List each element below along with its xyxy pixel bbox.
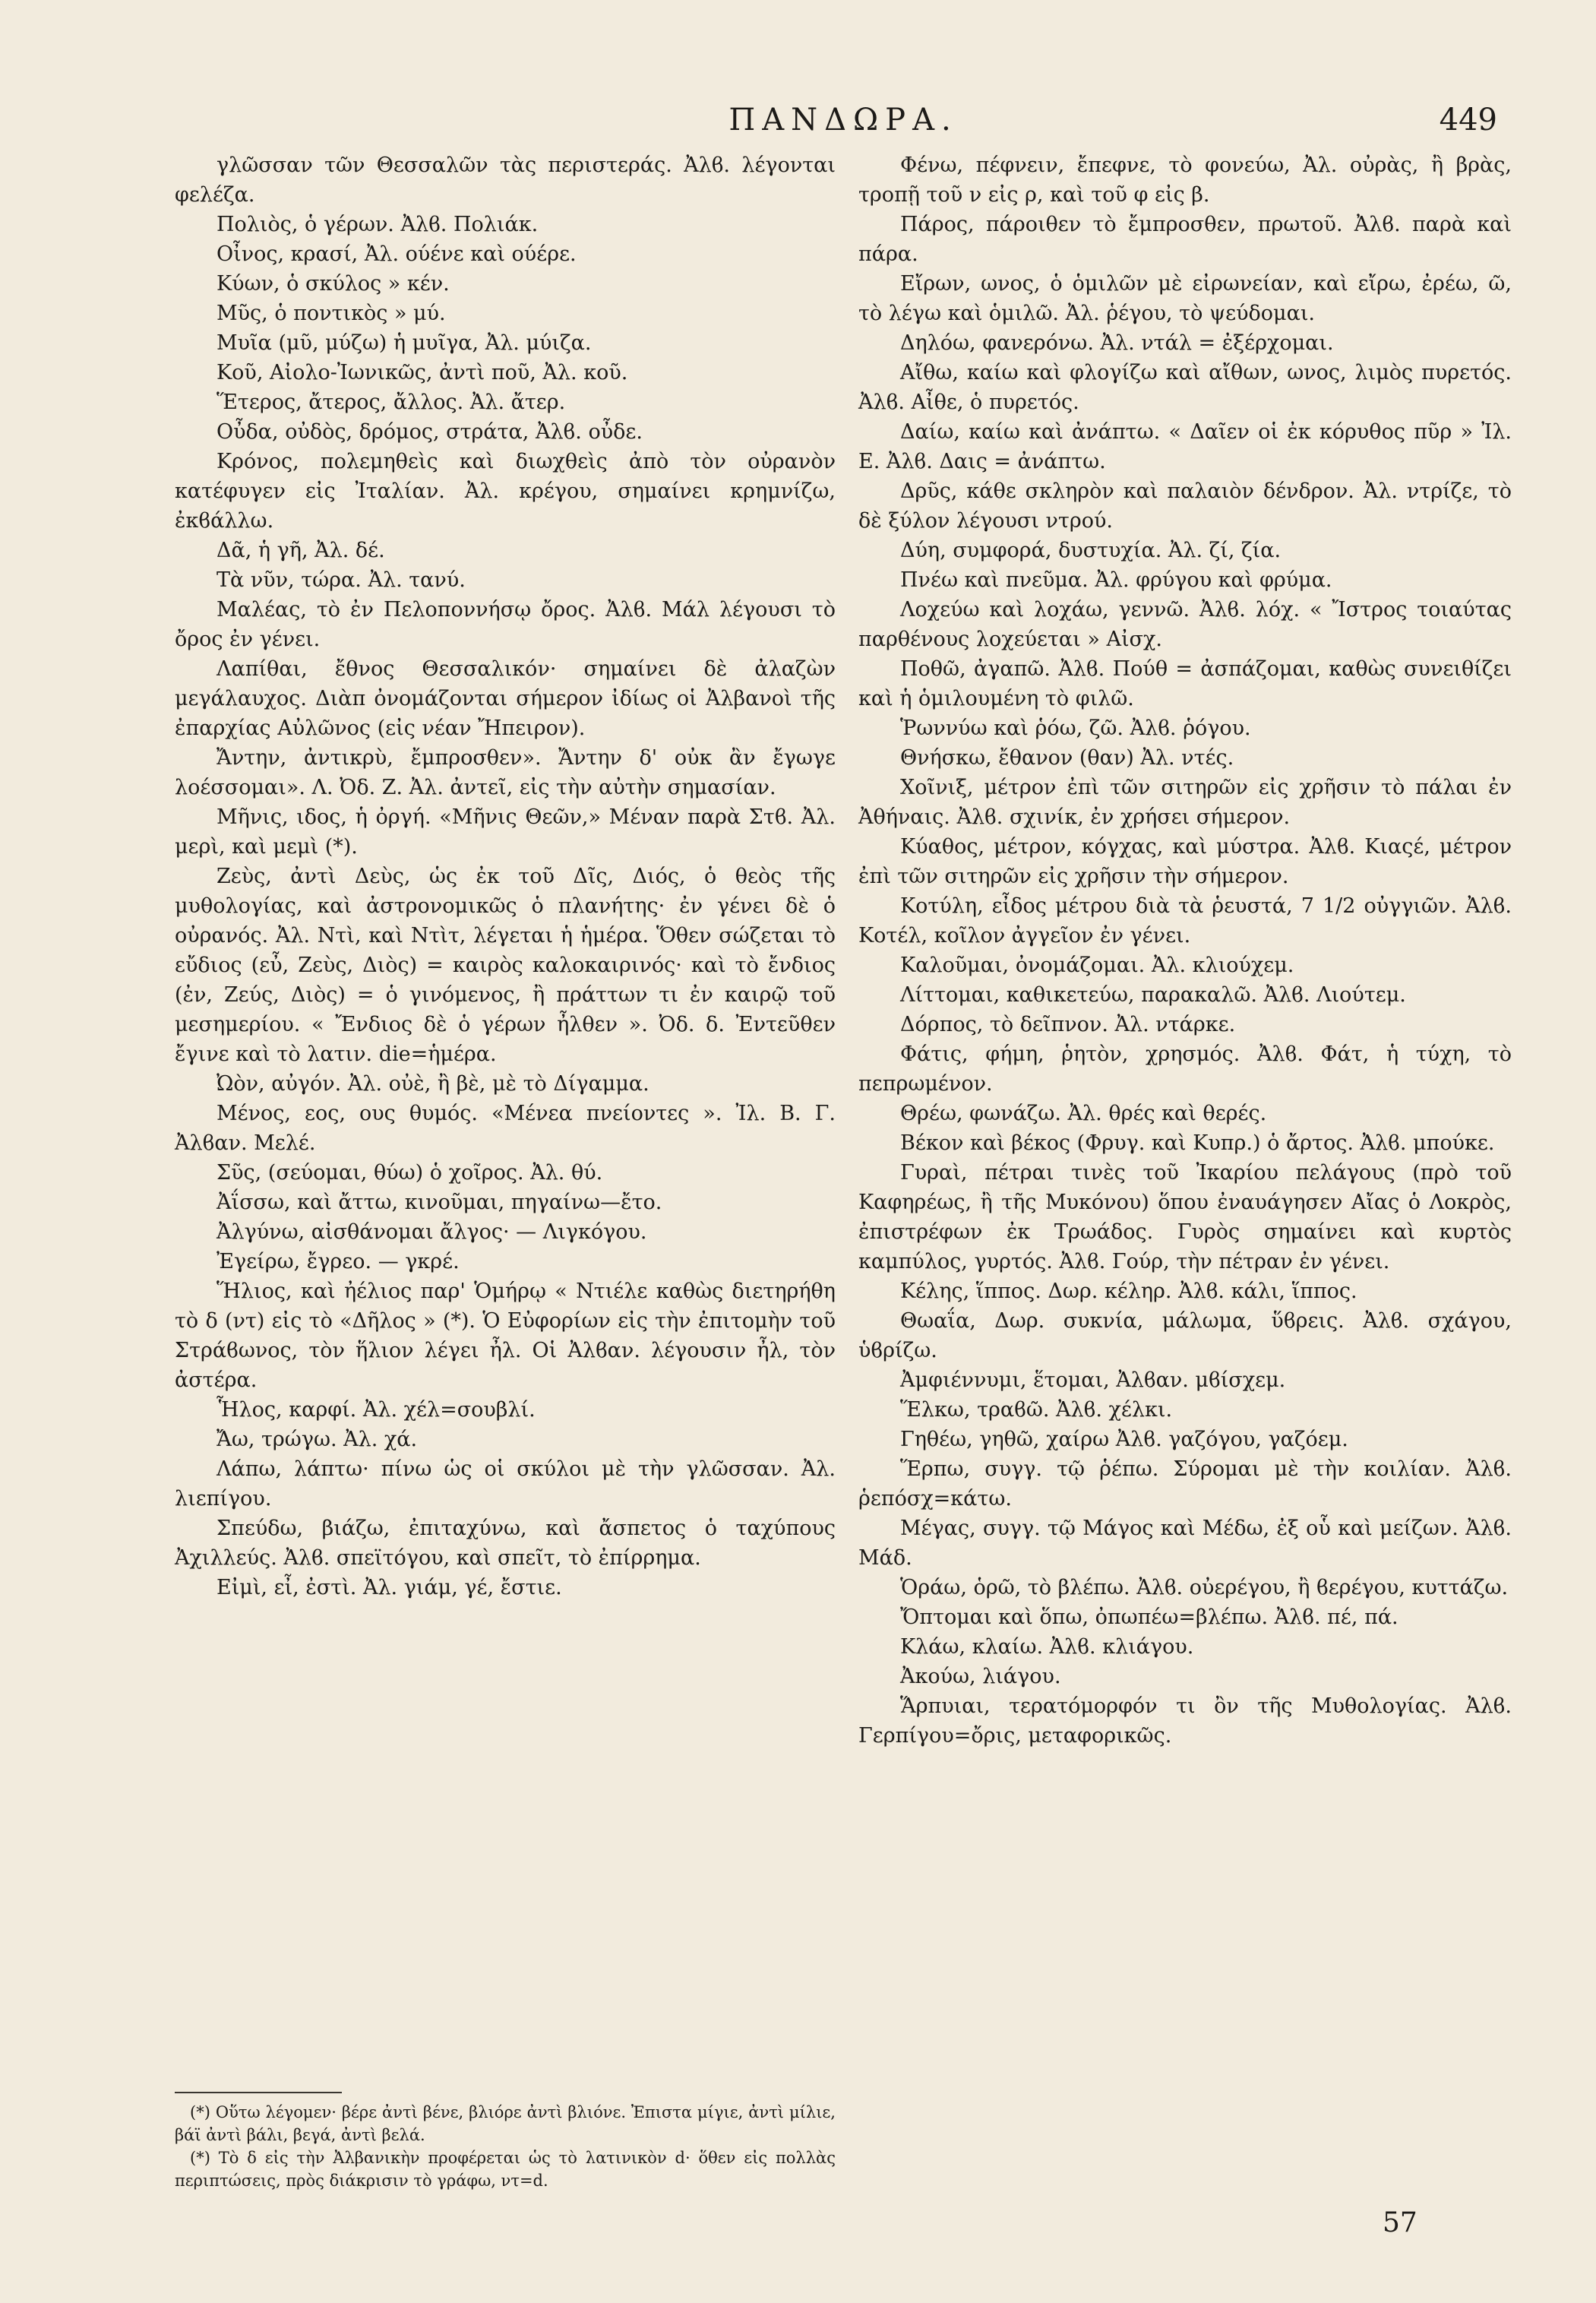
dictionary-entry: Λοχεύω καὶ λοχάω, γεννῶ. Ἀλϐ. λόχ. « Ἴστρος τοιαύτας παρθένους λοχεύεται » Αἰσχ. <box>858 598 1512 651</box>
left-column <box>175 150 836 1602</box>
dictionary-entry: Μῦς, ὁ ποντικὸς » μύ. <box>216 302 446 325</box>
dictionary-entry: Μέγας, συγγ. τῷ Μάγος καὶ Μέδω, ἐξ οὗ καὶ μείζων. Ἀλϐ. Μάδ. <box>858 1517 1512 1570</box>
dictionary-entry: Λάπω, λάπτω· πίνω ὡς οἱ σκύλοι μὲ τὴν γλῶσσαν. Ἀλ. λιεπίγου. <box>175 1457 836 1511</box>
dictionary-entry: Ζεὺς, ἀντὶ Δεὺς, ὡς ἐκ τοῦ Δῖς, Διός, ὁ θεὸς τῆς μυθολογίας, καὶ ἀστρονομικῶς ὁ πλανήτης· ἐν γένει δὲ ὁ οὐρανός. Ἀλ. Ντὶ, καὶ Ντὶτ, λέγεται ἡ ἡμέρα. Ὅθεν σώζεται τὸ εὔδιος (εὖ, Ζεὺς, Διὸς) = καιρὸς καλοκαιρινός· καὶ τὸ ἔνδιος (ἐν, Ζεύς, Διὸς) = ὁ γινόμενος, ἢ πράττων τι ἐν καιρῷ τοῦ μεσημερίου. « Ἔνδιος δὲ ὁ γέρων ἦλθεν ». Ὀδ. δ. Ἐντεῦθεν ἔγινε καὶ τὸ λατιν. die=ἡμέρα. <box>175 865 836 1066</box>
dictionary-entry: Πολιὸς, ὁ γέρων. Ἀλϐ. Πολιάκ. <box>216 213 539 236</box>
dictionary-entry: Ἕλκω, τραϐῶ. Ἀλϐ. χέλκι. <box>900 1398 1173 1422</box>
dictionary-entry: Δηλόω, φανερόνω. Ἀλ. ντάλ = ἐξέρχομαι. <box>900 331 1334 355</box>
dictionary-entry: Ῥωννύω καὶ ῥόω, ζῶ. Ἀλϐ. ῥόγου. <box>900 717 1251 740</box>
footnote: (*) Οὕτω λέγομεν· βέρε ἀντὶ βένε, βλιόρε ἀντὶ βλιόνε. Ἐπιστα μίγιε, ἀντὶ μίλιε, βάϊ ἀντὶ βάλι, βεγά, ἀντὶ βελά. <box>175 2103 836 2144</box>
dictionary-entry: Δαίω, καίω καὶ ἀνάπτω. « Δαῖεν οἱ ἐκ κόρυθος πῦρ » Ἰλ. Ε. Ἀλϐ. Δαις = ἀνάπτω. <box>858 420 1512 473</box>
dictionary-entry: Κύαθος, μέτρον, κόγχας, καὶ μύστρα. Ἀλϐ. Κιαςέ, μέτρον ἐπὶ τῶν σιτηρῶν εἰς χρῆσιν τὴν σήμερον. <box>858 835 1512 888</box>
dictionary-entry: Θνήσκω, ἔθανον (θαν) Ἀλ. ντές. <box>900 746 1234 770</box>
dictionary-entry: Ἄντην, ἀντικρὺ, ἔμπροσθεν». Ἄντην δ' οὐκ ἂν ἔγωγε λοέσσομαι». Λ. Ὀδ. Ζ. Ἀλ. ἀντεῖ, εἰς τὴν αὐτὴν σημασίαν. <box>175 746 836 799</box>
dictionary-entry: Ἀΐσσω, καὶ ἄττω, κινοῦμαι, πηγαίνω—ἔτο. <box>216 1191 662 1214</box>
dictionary-entry: Ἧλος, καρφί. Ἀλ. χέλ=σουβλί. <box>216 1398 536 1422</box>
dictionary-entry: Δᾶ, ἡ γῆ, Ἀλ. δέ. <box>216 539 385 562</box>
dictionary-entry: Τὰ νῦν, τώρα. Ἀλ. τανύ. <box>216 568 466 592</box>
dictionary-entry: Χοῖνιξ, μέτρον ἐπὶ τῶν σιτηρῶν εἰς χρῆσιν τὸ πάλαι ἐν Ἀθήναις. Ἀλϐ. σχινίκ, ἐν χρήσει σήμερον. <box>858 776 1512 829</box>
dictionary-entry: Λαπίθαι, ἔθνος Θεσσαλικόν· σημαίνει δὲ ἀλαζὼν μεγάλαυχος. Διὰπ ὀνομάζονται σήμερον ἰδίως οἱ Ἀλβανοὶ τῆς ἐπαρχίας Αὐλῶνος (εἰς νέαν Ἤπειρον). <box>175 657 836 740</box>
dictionary-entry: Πνέω καὶ πνεῦμα. Ἀλ. φρύγου καὶ φρύμα. <box>900 568 1332 592</box>
footnote-rule <box>175 2092 342 2093</box>
dictionary-entry: γλῶσσαν τῶν Θεσσαλῶν τὰς περιστεράς. Ἀλϐ. λέγονται φελέζα. <box>175 153 836 207</box>
dictionary-entry: Μαλέας, τὸ ἐν Πελοποννήσῳ ὄρος. Ἀλϐ. Μάλ λέγουσι τὸ ὄρος ἐν γένει. <box>175 598 836 651</box>
dictionary-entry: Κοῦ, Αἰολο-Ἰωνικῶς, ἀντὶ ποῦ, Ἀλ. κοῦ. <box>216 361 628 384</box>
dictionary-entry: Κλάω, κλαίω. Ἀλϐ. κλιάγου. <box>900 1635 1194 1659</box>
dictionary-entry: Αἴθω, καίω καὶ φλογίζω καὶ αἴθων, ωνος, λιμὸς πυρετός. Ἀλϐ. Αἶθε, ὁ πυρετός. <box>858 361 1512 414</box>
dictionary-entry: Γηθέω, γηθῶ, χαίρω Ἀλϐ. γαζόγου, γαζόεμ. <box>900 1428 1348 1451</box>
dictionary-entry: Θωαΐα, Δωρ. συκνία, μάλωμα, ὕϐρεις. Ἀλϐ. σχάγου, ὑϐρίζω. <box>858 1309 1512 1362</box>
journal-title: ΠΑΝΔΩΡΑ. <box>728 103 958 138</box>
dictionary-entry: Βέκον καὶ βέκος (Φρυγ. καὶ Κυπρ.) ὁ ἄρτος. Ἀλϐ. μπούκε. <box>900 1131 1495 1155</box>
dictionary-entry: Ἕρπω, συγγ. τῷ ῥέπω. Σύρομαι μὲ τὴν κοιλίαν. Ἀλϐ. ῥεπόσχ=κάτω. <box>858 1457 1512 1511</box>
dictionary-entry: Εἰμὶ, εἶ, ἐστὶ. Ἀλ. γιάμ, γέ, ἔστιε. <box>216 1576 562 1599</box>
page-number: 449 <box>1439 103 1497 138</box>
dictionary-entry: Εἴρων, ωνος, ὁ ὁμιλῶν μὲ εἰρωνείαν, καὶ εἴρω, ἐρέω, ῶ, τὸ λέγω καὶ ὁμιλῶ. Ἀλ. ῥέγου, τὸ ψεύδομαι. <box>858 272 1512 325</box>
dictionary-entry: Δόρπος, τὸ δεῖπνον. Ἀλ. ντάρκε. <box>900 1013 1236 1036</box>
dictionary-entry: Ὠὸν, αὐγόν. Ἀλ. οὐὲ, ἢ βὲ, μὲ τὸ Δίγαμμα. <box>216 1072 649 1096</box>
dictionary-entry: Σπεύδω, βιάζω, ἐπιταχύνω, καὶ ἄσπετος ὁ ταχύπους Ἀχιλλεύς. Ἀλϐ. σπεϊτόγου, καὶ σπεῖτ, τὸ ἐπίρρημα. <box>175 1517 836 1570</box>
dictionary-entry: Ἥλιος, καὶ ἠέλιος παρ' Ὁμήρῳ « Ντιέλε καθὼς διετηρήθη τὸ δ (ντ) εἰς τὸ «Δῆλος » (*). Ὁ Εὐφορίων εἰς τὴν ἐπιτομὴν τοῦ Στράϐωνος, τὸν ἥλιον λέγει ἦλ. Οἱ Ἀλϐαν. λέγουσιν ἦλ, τὸν ἀστέρα. <box>175 1280 836 1392</box>
dictionary-entry: Μυῖα (μῦ, μύζω) ἡ μυῖγα, Ἀλ. μύιζα. <box>216 331 592 355</box>
dictionary-entry: Οἶνος, κρασί, Ἀλ. ούένε καὶ ούέρε. <box>216 242 577 266</box>
dictionary-entry: Καλοῦμαι, ὀνομάζομαι. Ἀλ. κλιούχεμ. <box>900 954 1294 977</box>
dictionary-entry: Δύη, συμφορά, δυστυχία. Ἀλ. ζί, ζία. <box>900 539 1282 562</box>
dictionary-entry: Γυραὶ, πέτραι τινὲς τοῦ Ἰκαρίου πελάγους (πρὸ τοῦ Καφηρέως, ἢ τῆς Μυκόνου) ὅπου ἐναυάγησεν Αἴας ὁ Λοκρὸς, ἐπιστρέφων ἐκ Τρωάδος. Γυρὸς σημαίνει καὶ κυρτὸς καμπύλος, γυρτός. Ἀλϐ. Γούρ, τὴν πέτραν ἐν γένει. <box>858 1161 1512 1273</box>
running-head <box>0 97 1596 143</box>
dictionary-entry: Φάτις, φήμη, ῥητὸν, χρησμός. Ἀλϐ. Φάτ, ἡ τύχη, τὸ πεπρωμένον. <box>858 1042 1512 1096</box>
dictionary-entry: Ὁράω, ὁρῶ, τὸ βλέπω. Ἀλϐ. οὐερέγου, ἢ ϐερέγου, κυττάζω. <box>900 1576 1509 1599</box>
dictionary-entry: Κοτύλη, εἶδος μέτρου διὰ τὰ ῥευστά, 7 1/2 οὐγγιῶν. Ἀλϐ. Κοτέλ, κοῖλον ἀγγεῖον ἐν γένει. <box>858 894 1512 947</box>
dictionary-entry: Ὄπτομαι καὶ ὅπω, ὀπωπέω=βλέπω. Ἀλϐ. πέ, πά. <box>900 1605 1398 1629</box>
dictionary-entry: Θρέω, φωνάζω. Ἀλ. θρές καὶ θερές. <box>900 1102 1267 1125</box>
dictionary-entry: Ἀλγύνω, αἰσθάνομαι ἄλγος· — Λιγκόγου. <box>216 1220 647 1244</box>
footnotes <box>175 2101 836 2192</box>
footnote: (*) Τὸ δ εἰς τὴν Ἀλβανικὴν προφέρεται ὡς τὸ λατινικὸν d· ὅθεν εἰς πολλὰς περιπτώσεις, πρὸς διάκρισιν τὸ γράφω, ντ=d. <box>175 2149 836 2190</box>
dictionary-entry: Ἀμφιέννυμι, ἕτομαι, Ἀλϐαν. μϐίσχεμ. <box>900 1368 1286 1392</box>
dictionary-entry: Πάρος, πάροιθεν τὸ ἔμπροσθεν, πρωτοῦ. Ἀλϐ. παρὰ καὶ πάρα. <box>858 213 1512 266</box>
dictionary-entry: Φένω, πέφνειν, ἔπεφνε, τὸ φονεύω, Ἀλ. οὐρὰς, ἢ βρὰς, τροπῇ τοῦ ν εἰς ρ, καὶ τοῦ φ εἰς β. <box>858 153 1512 207</box>
dictionary-entry: Λίττομαι, καθικετεύω, παρακαλῶ. Ἀλϐ. Λιούτεμ. <box>900 983 1406 1007</box>
dictionary-entry: Ἅρπυιαι, τερατόμορφόν τι ὂν τῆς Μυθολογίας. Ἀλϐ. Γερπίγου=ὄρις, μεταφορικῶς. <box>858 1694 1512 1748</box>
right-column <box>858 150 1512 1751</box>
dictionary-entry: Ἕτερος, ἄτερος, ἄλλος. Ἀλ. ἄτερ. <box>216 391 566 414</box>
dictionary-entry: Κρόνος, πολεμηθεὶς καὶ διωχθεὶς ἀπὸ τὸν οὐρανὸν κατέφυγεν εἰς Ἰταλίαν. Ἀλ. κρέγου, σημαίνει κρημνίζω, ἐκϐάλλω. <box>175 450 836 533</box>
dictionary-entry: Ἐγείρω, ἔγρεο. — γκρέ. <box>216 1250 460 1273</box>
dictionary-entry: Ποθῶ, ἀγαπῶ. Ἀλϐ. Πούθ = ἀσπάζομαι, καθὼς συνειθίζει καὶ ἡ ὁμιλουμένη τὸ φιλῶ. <box>858 657 1512 710</box>
dictionary-entry: Μένος, εος, ους θυμός. «Μένεα πνείοντες ». Ἰλ. Β. Γ. Ἀλϐαν. Μελέ. <box>175 1102 836 1155</box>
signature-mark: 57 <box>1383 2207 1417 2238</box>
dictionary-entry: Δρῦς, κάθε σκληρὸν καὶ παλαιὸν δένδρον. Ἀλ. ντρίζε, τὸ δὲ ξύλον λέγουσι ντρού. <box>858 479 1512 533</box>
dictionary-entry: Ἀκούω, λιάγου. <box>900 1665 1061 1688</box>
dictionary-entry: Μῆνις, ιδος, ἡ ὀργή. «Μῆνις Θεῶν,» Μέναν παρὰ Στϐ. Ἀλ. μερὶ, καὶ μεμὶ (*). <box>175 805 836 859</box>
dictionary-entry: Ἄω, τρώγω. Ἀλ. χά. <box>216 1428 418 1451</box>
dictionary-entry: Κέλης, ἵππος. Δωρ. κέληρ. Ἀλϐ. κάλι, ἵππος. <box>900 1280 1357 1303</box>
dictionary-entry: Κύων, ὁ σκύλος » κέν. <box>216 272 450 296</box>
dictionary-entry: Οὖδα, οὐδὸς, δρόμος, στράτα, Ἀλϐ. οὖδε. <box>216 420 643 444</box>
dictionary-entry: Σῦς, (σεύομαι, θύω) ὁ χοῖρος. Ἀλ. θύ. <box>216 1161 603 1185</box>
